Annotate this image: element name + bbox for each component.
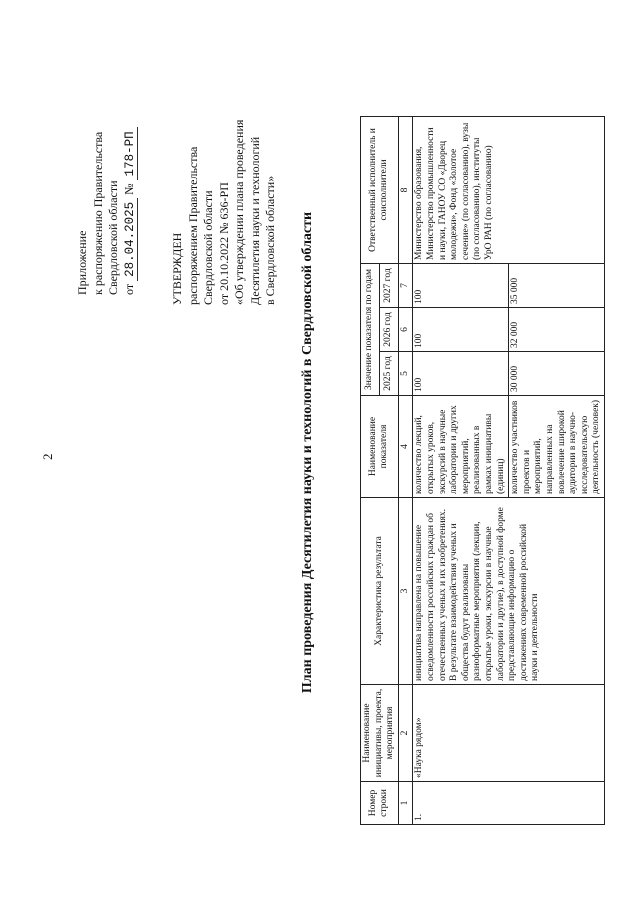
initiative-name-cell: «Наука рядом» bbox=[413, 685, 605, 782]
header-values-by-year: Значение показателя по годам bbox=[361, 264, 380, 396]
handwritten-number: 178-РП bbox=[123, 127, 138, 180]
handwritten-date: 28.04.2025 bbox=[123, 198, 138, 281]
col-number: 6 bbox=[398, 308, 413, 352]
header-initiative-name: Наименование инициативы, проекта, мероприятия bbox=[361, 685, 399, 782]
approved-block bbox=[170, 120, 279, 305]
value-2026-cell: 32 000 bbox=[509, 308, 605, 352]
col-number: 4 bbox=[398, 396, 413, 498]
plan-table bbox=[360, 116, 605, 825]
value-2027-cell: 100 bbox=[413, 264, 509, 308]
indicator-name-cell: количество лекций, открытых уроков, экскурсий в научные лаборатории и других мероприятий, реализованных в рамках инициативы (единиц) bbox=[413, 396, 509, 498]
approved-line3: от 20.10.2022 № 636-РП bbox=[216, 182, 231, 305]
page-number: 2 bbox=[40, 453, 55, 460]
appendix-line3: Свердловской области bbox=[106, 180, 120, 295]
table-row bbox=[413, 117, 509, 825]
approved-line5: Десятилетия науки и технологий bbox=[247, 136, 262, 305]
header-characteristic: Характеристика результата bbox=[361, 498, 399, 685]
header-year-2027: 2027 год bbox=[379, 264, 398, 308]
header-row-number: Номер строки bbox=[361, 782, 399, 825]
appendix-block bbox=[75, 127, 138, 295]
appendix-line1: Приложение bbox=[75, 230, 89, 295]
executor-cell: Министерство образования, Министерство промышленности и науки, ГАНОУ СО «Дворец молодежи», Фонд «Золотое сечение» (по согласованию), вузы (по согласованию), институты УрО РАН (по согласованию) bbox=[413, 117, 605, 264]
header-executor: Ответственный исполнитель и соисполнители bbox=[361, 117, 399, 264]
appendix-line2: к распоряжению Правительства bbox=[90, 131, 105, 295]
header-indicator: Наименование показателя bbox=[361, 396, 399, 498]
appendix-date-line bbox=[122, 127, 139, 295]
value-2025-cell: 100 bbox=[413, 352, 509, 396]
value-2027-cell: 35 000 bbox=[509, 264, 605, 308]
indicator-name-cell: количество участников проектов и мероприятий, направленных на вовлечение широкой аудитории в научно-исследовательскую деятельность (человек) bbox=[509, 396, 605, 498]
value-2025-cell: 30 000 bbox=[509, 352, 605, 396]
characteristic-cell: инициатива направлена на повышение осведомленности российских граждан об отечественных ученых и их изобретениях. В результате взаимодействия ученых и общества будут реализованы разноформатные мероприятия (лекции, открытые уроки, экскурсии в научные лаборатории и другие), в доступной форме представляющие информацию о достижениях современной российской науки и деятельности bbox=[413, 498, 605, 685]
col-number: 7 bbox=[398, 264, 413, 308]
header-year-2026: 2026 год bbox=[379, 308, 398, 352]
approved-line4: «Об утверждении плана проведения bbox=[232, 119, 246, 305]
col-number: 2 bbox=[398, 685, 413, 782]
value-2026-cell: 100 bbox=[413, 308, 509, 352]
col-number: 5 bbox=[398, 352, 413, 396]
approved-heading: УТВЕРЖДЕН bbox=[170, 232, 184, 305]
header-year-2025: 2025 год bbox=[379, 352, 398, 396]
plan-title: План проведения Десятилетия науки и технологий в Свердловской области bbox=[300, 211, 315, 694]
approved-line1: распоряжением Правительства bbox=[185, 146, 200, 305]
approved-line6: в Свердловской области» bbox=[263, 175, 277, 305]
col-number: 8 bbox=[398, 117, 413, 264]
number-label: № bbox=[121, 183, 136, 195]
column-number-row bbox=[398, 117, 413, 825]
approved-line2: Свердловской области bbox=[201, 190, 215, 305]
row-number-cell: 1. bbox=[413, 782, 605, 825]
col-number: 1 bbox=[398, 782, 413, 825]
col-number: 3 bbox=[398, 498, 413, 685]
from-label: от bbox=[121, 283, 136, 295]
